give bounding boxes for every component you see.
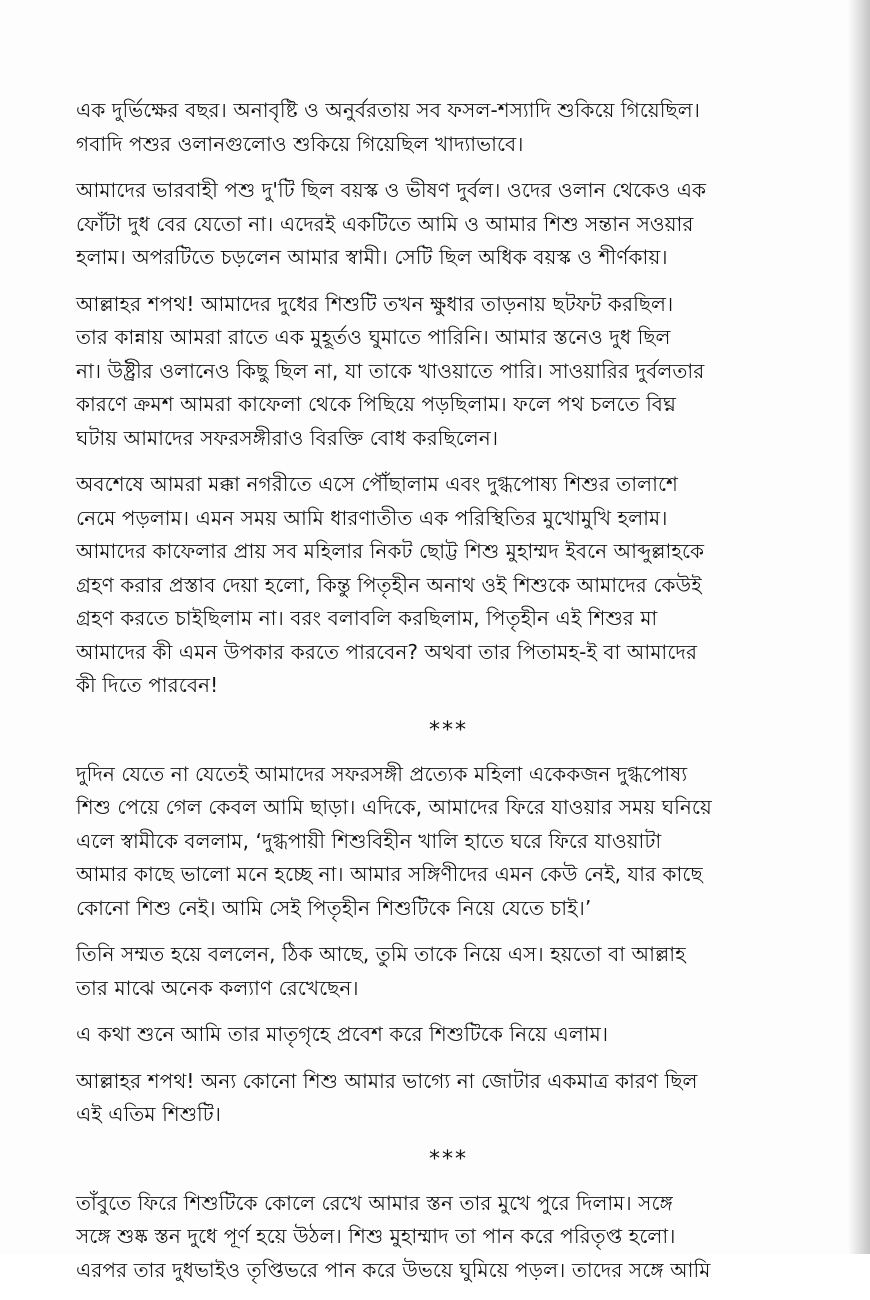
text-line: আমাদের কী এমন উপকার করতে পারবেন? অথবা তার পিতামহ-ই বা আমাদের	[76, 639, 698, 664]
text-line: তার কান্নায় আমরা রাতে এক মুহূর্তও ঘুমাতে পারিনি। আমার স্তনেও দুধ ছিল	[76, 325, 671, 349]
page-text	[76, 94, 821, 1300]
paragraph-9	[76, 1187, 821, 1288]
text-line: অবশেষে আমরা মক্কা নগরীতে এসে পৌঁছালাম এবং দুগ্ধপোষ্য শিশুর তালাশে	[76, 472, 678, 496]
text-line: তাঁবুতে ফিরে শিশুটিকে কোলে রেখে আমার স্তন তার মুখে পুরে দিলাম। সঙ্গে	[76, 1190, 673, 1215]
text-line: তার মাঝে অনেক কল্যাণ রেখেছেন।	[76, 975, 359, 1000]
text-line: ফোঁটা দুধ বের যেতো না। এদেরই একটিতে আমি ও আমার শিশু সন্তান সওয়ার	[76, 211, 694, 236]
text-line: আমাদের ভারবাহী পশু দু'টি ছিল বয়স্ক ও ভীষণ দুর্বল। ওদের ওলান থেকেও এক	[76, 178, 707, 202]
text-line: এই এতিম শিশুটি।	[76, 1102, 222, 1126]
paragraph-4	[76, 468, 821, 703]
text-line: আমাদের কাফেলার প্রায় সব মহিলার নিকট ছোট্ট শিশু মুহাম্মদ ইবনে আব্দুল্লাহকে	[76, 539, 705, 563]
text-line: গ্রহণ করতে চাইছিলাম না। বরং বলাবলি করছিলাম, পিতৃহীন এই শিশুর মা	[76, 606, 658, 630]
text-line: এলে স্বামীকে বললাম, ‘দুগ্ধপায়ী শিশুবিহীন খালি হাতে ঘরে ফিরে যাওয়াটা	[76, 828, 662, 853]
text-line: এক দুর্ভিক্ষের বছর। অনাবৃষ্টি ও অনুর্বরতায় সব ফসল-শস্যাদি শুকিয়ে গিয়েছিল।	[76, 98, 700, 122]
paragraph-3	[76, 288, 821, 456]
text-line: সঙ্গে শুষ্ক স্তন দুধে পূর্ণ হয়ে উঠল। শিশু মুহাম্মাদ তা পান করে পরিতৃপ্ত হলো।	[76, 1224, 676, 1248]
text-line: ঘটায় আমাদের সফরসঙ্গীরাও বিরক্তি বোধ করছিলেন।	[76, 425, 499, 450]
text-line: না। উষ্ট্রীর ওলানেও কিছু ছিল না, যা তাকে খাওয়াতে পারি। সাওয়ারির দুর্বলতার	[76, 358, 705, 383]
paragraph-8	[76, 1065, 821, 1132]
text-line: আমার কাছে ভালো মনে হচ্ছে না। আমার সঙ্গিণীদের এমন কেউ নেই, যার কাছে	[76, 862, 703, 886]
paragraph-6	[76, 938, 821, 1005]
text-line: আল্লাহর শপথ! অন্য কোনো শিশু আমার ভাগ্যে না জোটার একমাত্র কারণ ছিল	[76, 1068, 698, 1093]
text-line: হলাম। অপরটিতে চড়লেন আমার স্বামী। সেটি ছিল অধিক বয়স্ক ও শীর্ণকায়।	[76, 245, 668, 269]
text-line: কোনো শিশু নেই। আমি সেই পিতৃহীন শিশুটিকে নিয়ে যেতে চাই।’	[76, 895, 592, 920]
section-separator: ***	[429, 717, 468, 743]
paragraph-1	[76, 94, 821, 161]
text-line: শিশু পেয়ে গেল কেবল আমি ছাড়া। এদিকে, আমাদের ফিরে যাওয়ার সময় ঘনিয়ে	[76, 795, 712, 819]
text-line: কারণে ক্রমশ আমরা কাফেলা থেকে পিছিয়ে পড়ছিলাম। ফলে পথ চলতে বিঘ্ন	[76, 392, 677, 416]
paragraph-7	[76, 1018, 821, 1052]
text-line: দুদিন যেতে না যেতেই আমাদের সফরসঙ্গী প্রত্যেক মহিলা একেকজন দুগ্ধপোষ্য	[76, 761, 688, 786]
text-line: নেমে পড়লাম। এমন সময় আমি ধারণাতীত এক পরিস্থিতির মুখোমুখি হলাম।	[76, 505, 668, 530]
text-line: তিনি সম্মত হয়ে বললেন, ঠিক আছে, তুমি তাকে নিয়ে এস। হয়তো বা আল্লাহ	[76, 942, 686, 966]
text-line: কী দিতে পারবেন!	[76, 673, 219, 697]
text-line: এ কথা শুনে আমি তার মাতৃগৃহে প্রবেশ করে শিশুটিকে নিয়ে এলাম।	[76, 1022, 609, 1046]
text-line: আল্লাহর শপথ! আমাদের দুধের শিশুটি তখন ক্ষুধার তাড়নায় ছটফট করছিল।	[76, 291, 674, 316]
text-line: গবাদি পশুর ওলানগুলোও শুকিয়ে গিয়েছিল খাদ্যাভাবে।	[76, 131, 524, 156]
text-line: এরপর তার দুধভাইও তৃপ্তিভরে পান করে উভয়ে ঘুমিয়ে পড়ল। তাদের সঙ্গে আমি	[76, 1257, 711, 1282]
paragraph-5	[76, 758, 821, 926]
paragraph-2	[76, 174, 821, 275]
text-line: গ্রহণ করার প্রস্তাব দেয়া হলো, কিন্তু পিতৃহীন অনাথ ওই শিশুকে আমাদের কেউই	[76, 572, 702, 597]
page-edge-shadow	[848, 0, 870, 1254]
section-separator: ***	[429, 1146, 468, 1172]
